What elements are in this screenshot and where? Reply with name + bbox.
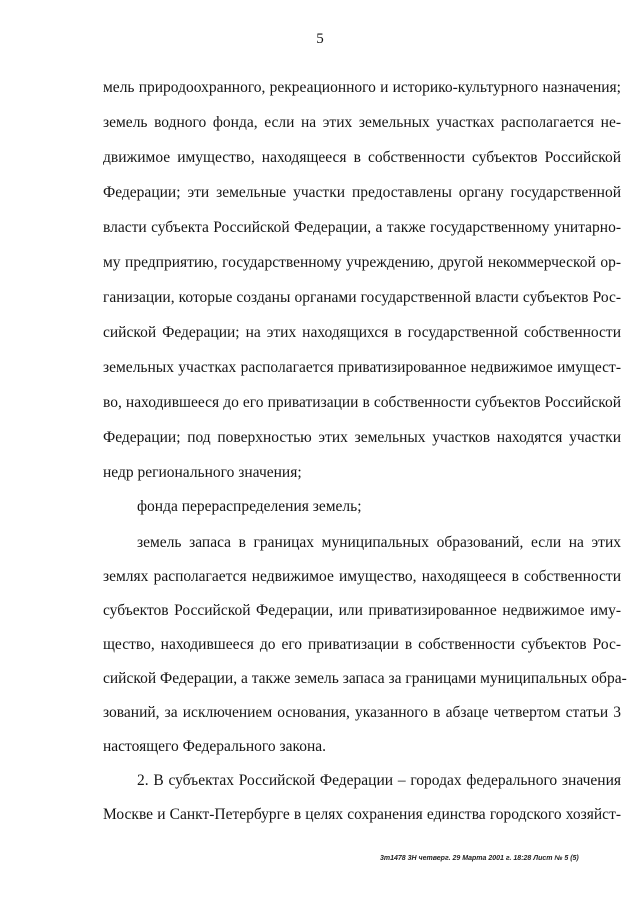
text-line: Федерации; под поверхностью этих земельных участков находятся участки — [103, 429, 621, 446]
text-line: сийской Федерации, а также земель запаса за границами муниципальных обра- — [103, 670, 627, 687]
text-line: ганизации, которые созданы органами государственной власти субъектов Рос- — [103, 289, 621, 306]
text-line: Москве и Санкт-Петербурге в целях сохранения единства городского хозяйст- — [103, 806, 621, 823]
text-line: во, находившееся до его приватизации в собственности субъектов Российской — [103, 394, 621, 411]
text-line: щество, находившееся до его приватизации в собственности субъектов Рос- — [103, 636, 621, 653]
text-line: земель запаса в границах муниципальных образований, если на этих — [137, 534, 621, 551]
text-line: Федерации; эти земельные участки предоставлены органу государственной — [103, 184, 621, 201]
text-line: землях располагается недвижимое имущество, находящееся в собственности — [103, 568, 621, 585]
text-line: мель природоохранного, рекреационного и историко-культурного назначения; — [103, 79, 621, 96]
page-number: 5 — [316, 31, 324, 47]
text-line: недр регионального значения; — [103, 464, 302, 481]
text-line: движимое имущество, находящееся в собственности субъектов Российской — [103, 149, 621, 166]
text-line: земельных участках располагается приватизированное недвижимое имущест- — [103, 359, 621, 376]
text-line: сийской Федерации; на этих находящихся в государственной собственности — [103, 324, 621, 341]
text-line: 2. В субъектах Российской Федерации – городах федерального значения — [137, 772, 621, 789]
text-line: му предприятию, государственному учреждению, другой некоммерческой ор- — [103, 254, 621, 271]
text-line: настоящего Федерального закона. — [103, 738, 327, 755]
document-footer: 3m1478 3Н четверг. 29 Марта 2001 г. 18:28 Лист № 5 (5) — [380, 855, 579, 862]
text-line: земель водного фонда, если на этих земельных участках располагается не- — [103, 114, 621, 131]
text-line: власти субъекта Российской Федерации, а также государственному унитарно- — [103, 219, 621, 236]
text-line: зований, за исключением основания, указанного в абзаце четвертом статьи 3 — [103, 704, 621, 721]
text-line: фонда перераспределения земель; — [137, 498, 362, 515]
text-line: субъектов Российской Федерации, или приватизированное недвижимое иму- — [103, 602, 621, 619]
